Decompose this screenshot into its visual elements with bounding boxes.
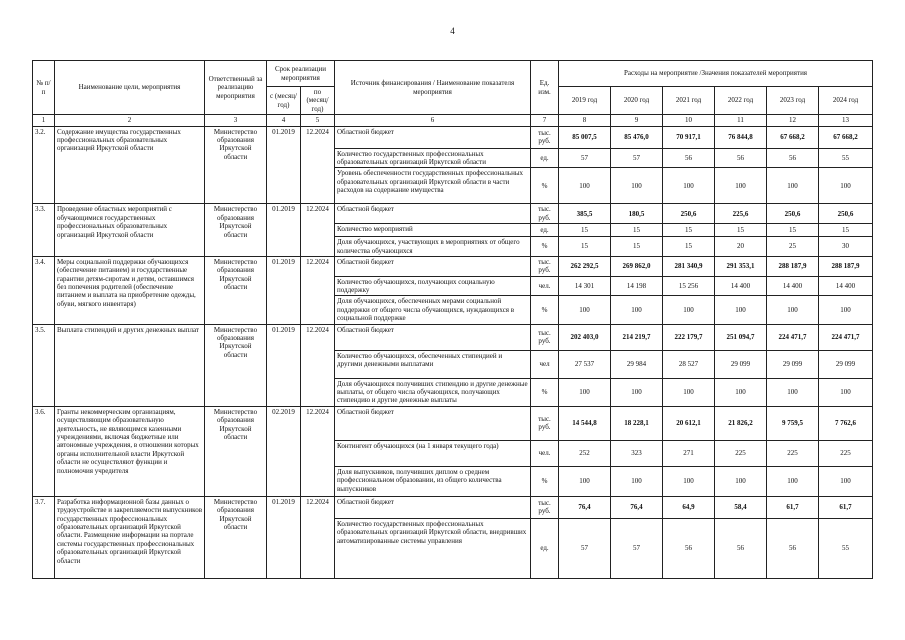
year-value: 281 340,9 [663,256,715,276]
header-expenses: Расходы на мероприятие /Значения показателей мероприятия [559,61,873,87]
header-responsible: Ответственный за реализацию мероприятия [205,61,267,115]
measure-name: Содержание имущества государственных профессиональных образовательных организаций Иркутской области [55,126,205,204]
year-value: 100 [663,378,715,406]
measure-responsible: Министерство образования Иркутской области [205,406,267,496]
year-value: 100 [767,296,819,324]
indicator-name: Количество мероприятий [335,224,531,237]
page-number: 4 [450,26,455,36]
year-value: 100 [767,168,819,204]
unit-cell: тыс. руб. [531,324,559,350]
column-number: 8 [559,115,611,126]
budget-row [33,256,873,276]
year-value: 27 537 [559,350,611,378]
budget-row [33,126,873,148]
measure-responsible: Министерство образования Иркутской области [205,256,267,324]
year-value: 57 [611,148,663,168]
unit-cell: тыс. руб. [531,126,559,148]
year-value: 56 [767,148,819,168]
header-year: 2019 год [559,87,611,115]
header-year: 2021 год [663,87,715,115]
year-value: 269 862,0 [611,256,663,276]
year-value: 100 [559,466,611,496]
column-number: 10 [663,115,715,126]
year-value: 100 [559,168,611,204]
year-value: 225 [819,440,873,466]
measure-number: 3.5. [33,324,55,406]
measure-number: 3.3. [33,204,55,257]
unit-cell: ед. [531,224,559,237]
measure-period-to: 12.2024 [301,126,335,204]
year-value: 14 198 [611,276,663,296]
year-value: 100 [715,466,767,496]
year-value: 250,6 [819,204,873,224]
year-value: 385,5 [559,204,611,224]
year-value: 271 [663,440,715,466]
column-number: 3 [205,115,267,126]
year-value: 76,4 [611,496,663,518]
year-value: 100 [819,168,873,204]
year-value: 250,6 [767,204,819,224]
year-value: 100 [767,378,819,406]
header-year: 2023 год [767,87,819,115]
unit-cell: тыс. руб. [531,406,559,440]
table-body [33,126,873,578]
unit-cell: % [531,296,559,324]
measure-period-from: 01.2019 [267,496,301,578]
year-value: 100 [819,296,873,324]
measure-name: Проведение областных мероприятий с обучающимися государственных профессиональных образовательных организаций Иркутской области [55,204,205,257]
year-value: 18 228,1 [611,406,663,440]
column-number: 11 [715,115,767,126]
unit-cell: ед. [531,518,559,578]
year-value: 70 917,1 [663,126,715,148]
measure-period-from: 01.2019 [267,324,301,406]
year-value: 202 403,0 [559,324,611,350]
year-value: 15 [611,224,663,237]
indicator-name: Уровень обеспеченности государственных профессиональных образовательных организаций Иркутской области в части расходов на содержание имущества [335,168,531,204]
measure-period-to: 12.2024 [301,256,335,324]
measure-responsible: Министерство образования Иркутской области [205,324,267,406]
year-value: 61,7 [819,496,873,518]
column-number: 7 [531,115,559,126]
year-value: 7 762,6 [819,406,873,440]
year-value: 15 [559,224,611,237]
year-value: 67 668,2 [819,126,873,148]
unit-cell: % [531,378,559,406]
program-measures-table [32,60,873,579]
year-value: 14 301 [559,276,611,296]
year-value: 100 [663,168,715,204]
year-value: 100 [663,296,715,324]
year-value: 100 [715,296,767,324]
year-value: 76,4 [559,496,611,518]
year-value: 214 219,7 [611,324,663,350]
measure-name: Гранты некоммерческим организациям, осуществляющим образовательную деятельность, не являющимся казенными учреждениями, включая бюджетные или автономные учреждения, в отношении которых органы исполнительной власти Иркутской области не осуществляют функции и полномочия учредителя [55,406,205,496]
funding-source: Областной бюджет [335,256,531,276]
year-value: 15 [663,224,715,237]
year-value: 225 [767,440,819,466]
unit-cell: % [531,237,559,257]
year-value: 61,7 [767,496,819,518]
year-value: 250,6 [663,204,715,224]
year-value: 100 [611,168,663,204]
indicator-name: Количество обучающихся, получающих социальную поддержку [335,276,531,296]
indicator-name: Количество государственных профессиональных образовательных организаций Иркутской области, внедривших автоматизированные системы управления [335,518,531,578]
year-value: 15 [559,237,611,257]
indicator-name: Доля обучающихся получивших стипендию и другие денежные выплаты, от общего числа обучающихся, получающих стипендию и другие денежные выплаты [335,378,531,406]
table-header [33,61,873,127]
unit-cell: тыс. руб. [531,496,559,518]
year-value: 251 094,7 [715,324,767,350]
column-number: 2 [55,115,205,126]
year-value: 288 187,9 [767,256,819,276]
year-value: 323 [611,440,663,466]
column-number: 13 [819,115,873,126]
measure-period-to: 12.2024 [301,324,335,406]
funding-source: Областной бюджет [335,496,531,518]
year-value: 29 984 [611,350,663,378]
year-value: 100 [715,378,767,406]
budget-row [33,204,873,224]
measure-period-to: 12.2024 [301,496,335,578]
year-value: 291 353,1 [715,256,767,276]
measure-period-to: 12.2024 [301,406,335,496]
year-value: 252 [559,440,611,466]
unit-cell: тыс. руб. [531,256,559,276]
year-value: 56 [715,518,767,578]
year-value: 14 544,8 [559,406,611,440]
unit-cell: тыс. руб. [531,204,559,224]
year-value: 224 471,7 [819,324,873,350]
column-number-row [33,115,873,126]
year-value: 67 668,2 [767,126,819,148]
indicator-name: Доля обучающихся, обеспеченных мерами социальной поддержки от общего числа обучающихся, нуждающихся в социальной поддержке [335,296,531,324]
measure-responsible: Министерство образования Иркутской области [205,204,267,257]
year-value: 56 [767,518,819,578]
year-value: 56 [663,518,715,578]
unit-cell: чел. [531,440,559,466]
budget-row [33,406,873,440]
measure-responsible: Министерство образования Иркутской области [205,496,267,578]
year-value: 57 [611,518,663,578]
column-number: 9 [611,115,663,126]
year-value: 288 187,9 [819,256,873,276]
year-value: 262 292,5 [559,256,611,276]
year-value: 20 612,1 [663,406,715,440]
year-value: 100 [715,168,767,204]
year-value: 56 [663,148,715,168]
header-num: № п/п [33,61,55,115]
year-value: 14 400 [819,276,873,296]
column-number: 12 [767,115,819,126]
year-value: 64,9 [663,496,715,518]
budget-row [33,496,873,518]
funding-source: Областной бюджет [335,406,531,440]
year-value: 56 [715,148,767,168]
header-year: 2020 год [611,87,663,115]
year-value: 225,6 [715,204,767,224]
measure-period-from: 01.2019 [267,204,301,257]
year-value: 58,4 [715,496,767,518]
year-value: 55 [819,518,873,578]
header-name: Наименование цели, мероприятия [55,61,205,115]
header-period-from: с (месяц/ год) [267,87,301,115]
indicator-name: Контингент обучающихся (на 1 января текущего года) [335,440,531,466]
indicator-name: Доля обучающихся, участвующих в мероприятиях от общего количества обучающихся [335,237,531,257]
column-number: 1 [33,115,55,126]
indicator-name: Доля выпускников, получивших диплом о среднем профессиональном образовании, из общего количества выпускников [335,466,531,496]
unit-cell: ед. [531,148,559,168]
year-value: 15 [663,237,715,257]
year-value: 29 099 [767,350,819,378]
year-value: 100 [819,466,873,496]
year-value: 180,5 [611,204,663,224]
header-unit: Ед. изм. [531,61,559,115]
measure-responsible: Министерство образования Иркутской области [205,126,267,204]
year-value: 100 [611,466,663,496]
year-value: 85 007,5 [559,126,611,148]
year-value: 30 [819,237,873,257]
year-value: 100 [611,378,663,406]
year-value: 100 [611,296,663,324]
year-value: 100 [767,466,819,496]
measure-name: Разработка информационной базы данных о трудоустройстве и закрепляемости выпускников государственных профессиональных образовательных организаций Иркутской области. Размещение информации на портале системы государственных профессиональных образовательных организаций Иркутской области [55,496,205,578]
funding-source: Областной бюджет [335,126,531,148]
year-value: 224 471,7 [767,324,819,350]
measure-period-to: 12.2024 [301,204,335,257]
year-value: 76 844,8 [715,126,767,148]
measure-period-from: 02.2019 [267,406,301,496]
year-value: 14 400 [767,276,819,296]
year-value: 14 400 [715,276,767,296]
funding-source: Областной бюджет [335,324,531,350]
header-source: Источник финансирования / Наименование показателя мероприятия [335,61,531,115]
year-value: 100 [559,296,611,324]
measure-name: Выплата стипендий и других денежных выплат [55,324,205,406]
year-value: 225 [715,440,767,466]
year-value: 57 [559,518,611,578]
header-year: 2022 год [715,87,767,115]
unit-cell: % [531,466,559,496]
year-value: 57 [559,148,611,168]
column-number: 4 [267,115,301,126]
year-value: 21 826,2 [715,406,767,440]
year-value: 29 099 [819,350,873,378]
column-number: 6 [335,115,531,126]
year-value: 9 759,5 [767,406,819,440]
unit-cell: чел. [531,276,559,296]
measure-period-from: 01.2019 [267,126,301,204]
measure-number: 3.6. [33,406,55,496]
header-year: 2024 год [819,87,873,115]
year-value: 222 179,7 [663,324,715,350]
unit-cell: % [531,168,559,204]
year-value: 15 [715,224,767,237]
year-value: 15 [767,224,819,237]
indicator-name: Количество обучающихся, обеспеченных стипендией и другими денежными выплатами [335,350,531,378]
year-value: 15 [611,237,663,257]
year-value: 20 [715,237,767,257]
measure-period-from: 01.2019 [267,256,301,324]
year-value: 15 [819,224,873,237]
year-value: 100 [559,378,611,406]
year-value: 28 527 [663,350,715,378]
measure-number: 3.7. [33,496,55,578]
year-value: 100 [663,466,715,496]
funding-source: Областной бюджет [335,204,531,224]
year-value: 15 256 [663,276,715,296]
budget-row [33,324,873,350]
year-value: 29 099 [715,350,767,378]
column-number: 5 [301,115,335,126]
indicator-name: Количество государственных профессиональных образовательных организаций Иркутской области [335,148,531,168]
unit-cell: чел [531,350,559,378]
year-value: 25 [767,237,819,257]
header-period-to: по (месяц/ год) [301,87,335,115]
year-value: 100 [819,378,873,406]
measure-name: Меры социальной поддержки обучающихся (обеспечение питанием) и государственные гарантии детям-сиротам и детям, оставшимся без попечения родителей (обеспечение питанием и выплата на приобретение одежды, обуви, мягкого инвентаря) [55,256,205,324]
measure-number: 3.4. [33,256,55,324]
header-period: Срок реализации мероприятия [267,61,335,87]
year-value: 55 [819,148,873,168]
measure-number: 3.2. [33,126,55,204]
year-value: 85 476,0 [611,126,663,148]
